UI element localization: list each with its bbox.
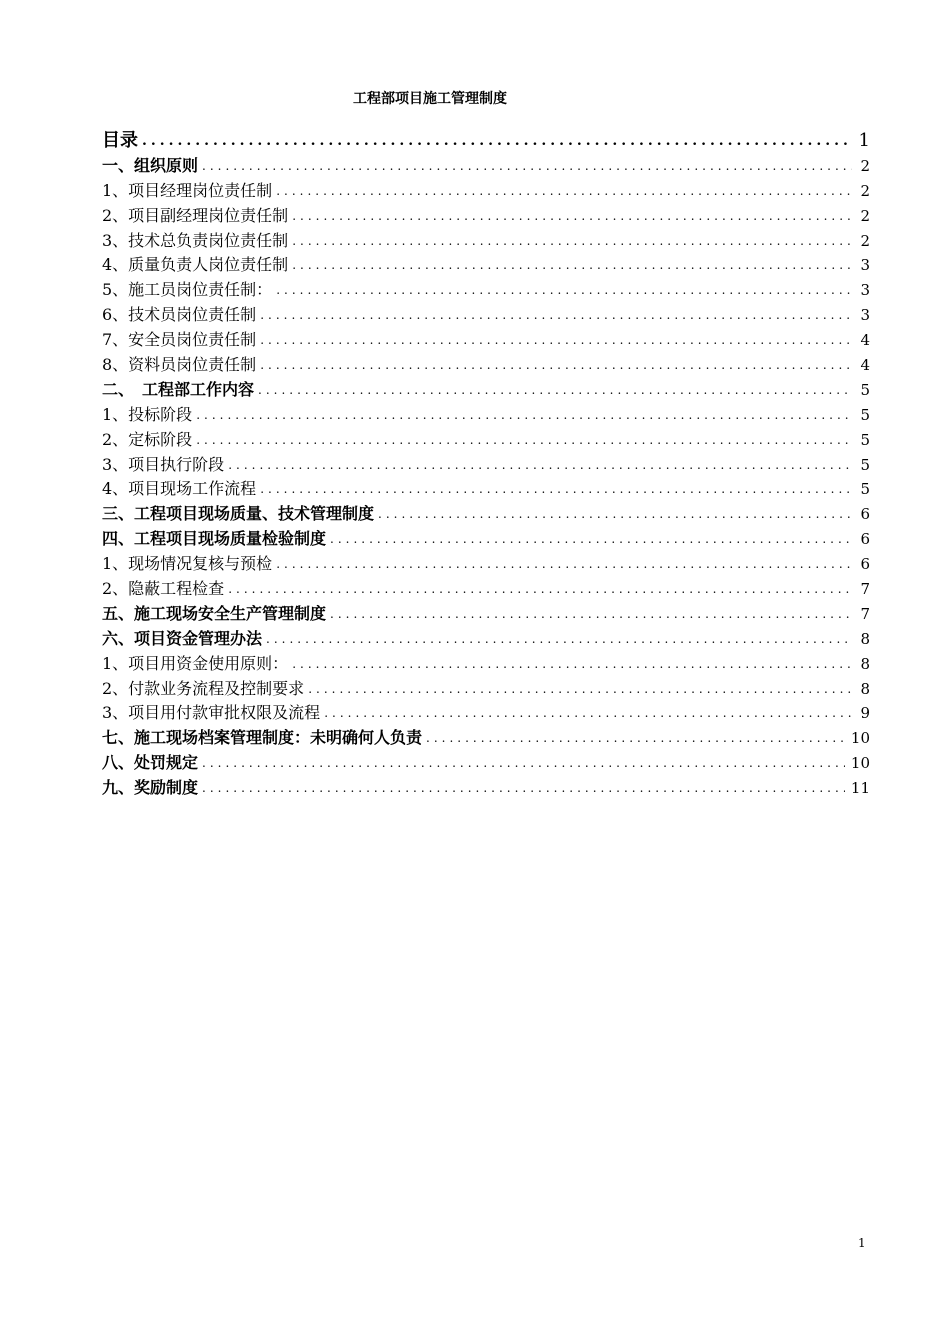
toc-entry[interactable] [102,375,870,400]
toc-leader-dots [276,181,852,201]
toc-entry[interactable] [102,300,870,325]
toc-entry[interactable] [102,226,870,251]
toc-entry-label: 八、处罚规定 [102,753,199,773]
toc-entry-page: 7 [860,580,870,599]
toc-entry[interactable] [102,450,870,475]
toc-entry-label: 1、投标阶段 [102,404,193,424]
toc-entry-label: 五、施工现场安全生产管理制度 [102,603,327,623]
toc-entry-page: 10 [850,729,870,748]
toc-entry-page: 11 [850,779,870,798]
toc-entry-label: 3、项目执行阶段 [102,454,225,474]
toc-leader-dots [292,206,852,226]
toc-entry-page: 6 [860,530,870,549]
toc-entry-label: 2、付款业务流程及控制要求 [102,678,305,698]
toc-leader-dots [196,430,852,450]
toc-entry-label: 2、定标阶段 [102,429,193,449]
toc-entry[interactable] [102,325,870,350]
toc-entry[interactable] [102,251,870,276]
toc-entry-page: 7 [860,604,870,623]
toc-leader-dots [228,455,852,475]
toc-leader-dots [330,529,852,549]
toc-entry[interactable] [102,549,870,574]
toc-leader-dots [276,554,852,574]
toc-entry-page: 3 [860,281,870,300]
toc-leader-dots [202,156,852,176]
toc-entry[interactable] [102,201,870,226]
toc-leader-dots [308,679,852,699]
toc-entry-label: 4、项目现场工作流程 [102,479,257,499]
toc-entry-label: 7、安全员岗位责任制 [102,330,257,350]
toc-entry-page: 5 [860,455,870,474]
toc-leader-dots [202,753,845,773]
toc-leader-dots [202,778,845,798]
toc-entry-label: 七、施工现场档案管理制度：未明确何人负责 [102,728,423,748]
toc-entry[interactable] [102,599,870,624]
toc-entry[interactable] [102,748,870,773]
toc-entry-page: 10 [850,754,870,773]
toc-leader-dots [196,405,852,425]
toc-entry-page: 6 [860,505,870,524]
toc-leader-dots [260,479,852,499]
toc-entry-label: 九、奖励制度 [102,778,199,798]
toc-entry-label: 2、项目副经理岗位责任制 [102,205,289,225]
toc-entry-page: 2 [860,231,870,250]
toc-entry-label: 一、组织原则 [102,155,199,175]
toc-leader-dots [260,330,852,350]
toc-entry[interactable] [102,699,870,724]
toc-entry-label: 2、隐蔽工程检查 [102,579,225,599]
toc-leader-dots [378,504,852,524]
toc-entry-page: 4 [860,356,870,375]
toc-entry-page: 2 [860,206,870,225]
toc-entry-label: 目录 [102,130,138,151]
toc-entry-label: 1、项目用资金使用原则： [102,653,289,673]
toc-leader-dots [292,654,852,674]
toc-entry-label: 4、质量负责人岗位责任制 [102,255,289,275]
toc-entry[interactable] [102,499,870,524]
toc-entry-label: 5、施工员岗位责任制： [102,280,273,300]
toc-entry-label: 3、技术总负责岗位责任制 [102,230,289,250]
toc-entry-page: 5 [860,380,870,399]
toc-entry-label: 3、项目用付款审批权限及流程 [102,703,321,723]
toc-entry[interactable] [102,151,870,176]
toc-entry-page: 3 [860,306,870,325]
toc-leader-dots [258,380,852,400]
toc-entry-page: 8 [860,629,870,648]
toc-entry-label: 六、项目资金管理办法 [102,628,263,648]
toc-entry-page: 1 [858,130,870,151]
toc-entry[interactable] [102,475,870,500]
toc-leader-dots [260,305,852,325]
toc-entry-label: 6、技术员岗位责任制 [102,305,257,325]
toc-leader-dots [142,131,852,151]
toc-entry-label: 8、资料员岗位责任制 [102,355,257,375]
toc-entry-page: 4 [860,331,870,350]
toc-entry[interactable] [102,773,870,798]
toc-entry-page: 5 [860,405,870,424]
table-of-contents [102,124,870,798]
toc-entry[interactable] [102,723,870,748]
toc-leader-dots [266,629,852,649]
toc-entry-page: 5 [860,480,870,499]
toc-entry[interactable] [102,400,870,425]
toc-leader-dots [330,604,852,624]
toc-entry-page: 3 [860,256,870,275]
toc-entry[interactable] [102,124,870,151]
toc-leader-dots [276,280,852,300]
toc-leader-dots [228,579,852,599]
toc-entry-page: 2 [860,181,870,200]
toc-entry[interactable] [102,674,870,699]
toc-entry-label: 四、工程项目现场质量检验制度 [102,529,327,549]
toc-leader-dots [426,728,845,748]
toc-entry-label: 1、项目经理岗位责任制 [102,180,273,200]
toc-entry-page: 5 [860,430,870,449]
document-title: 工程部项目施工管理制度 [353,91,507,107]
toc-entry-page: 8 [860,654,870,673]
toc-entry[interactable] [102,425,870,450]
toc-leader-dots [324,703,852,723]
toc-entry-page: 9 [860,704,870,723]
toc-entry-label: 三、工程项目现场质量、技术管理制度 [102,504,375,524]
toc-entry[interactable] [102,624,870,649]
toc-entry[interactable] [102,574,870,599]
toc-leader-dots [260,355,852,375]
toc-entry[interactable] [102,275,870,300]
page-number: 1 [858,1236,866,1250]
toc-entry[interactable] [102,176,870,201]
toc-entry-label: 1、现场情况复核与预检 [102,554,273,574]
toc-entry-page: 6 [860,555,870,574]
toc-entry-page: 2 [860,156,870,175]
toc-entry[interactable] [102,350,870,375]
toc-entry-label: 二、 工程部工作内容 [102,379,255,399]
toc-entry[interactable] [102,649,870,674]
toc-entry[interactable] [102,524,870,549]
toc-entry-page: 8 [860,679,870,698]
toc-leader-dots [292,231,852,251]
toc-leader-dots [292,255,852,275]
